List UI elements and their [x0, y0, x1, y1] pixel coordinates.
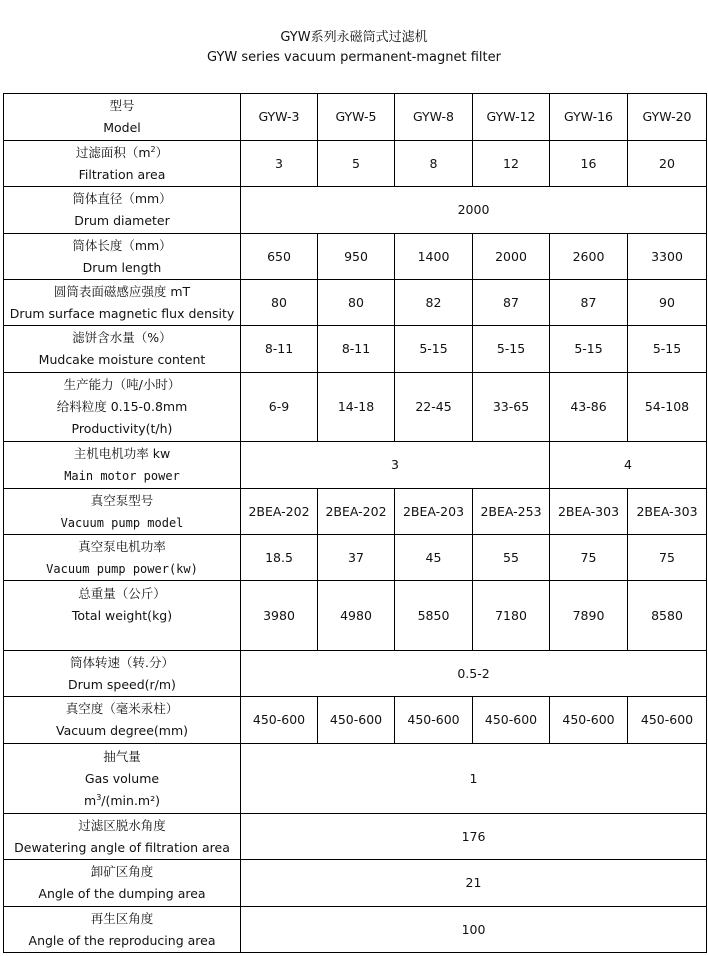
row-label: 圆筒表面磁感应强度 mT Drum surface magnetic flux density: [4, 280, 241, 326]
value-cell: 43-86: [550, 373, 628, 442]
row-label: 型号 Model: [4, 94, 241, 141]
table-row-drum-speed: [4, 651, 707, 697]
value-cell: 5-15: [473, 326, 550, 373]
value-cell: 21: [241, 860, 707, 907]
value-cell: 16: [550, 141, 628, 187]
value-cell: 2600: [550, 234, 628, 280]
value-cell: 82: [395, 280, 473, 326]
value-cell: 20: [628, 141, 707, 187]
value-cell: 2BEA-203: [395, 489, 473, 535]
value-cell: 12: [473, 141, 550, 187]
row-label: 再生区角度 Angle of the reproducing area: [4, 907, 241, 953]
model-header-cell: GYW-12: [473, 94, 550, 141]
title-cn: GYW系列永磁筒式过滤机: [280, 30, 428, 45]
row-label: 真空泵型号 Vacuum pump model: [4, 489, 241, 535]
value-cell: 54-108: [628, 373, 707, 442]
value-cell: 450-600: [395, 697, 473, 744]
value-cell: 7890: [550, 581, 628, 651]
value-cell: 100: [241, 907, 707, 953]
model-header-cell: GYW-16: [550, 94, 628, 141]
table-row-model: [4, 94, 707, 141]
table-row-weight: [4, 581, 707, 651]
value-cell: 450-600: [241, 697, 318, 744]
table-row-vacuum-degree: [4, 697, 707, 744]
row-label: 生产能力（吨/小时） 给料粒度 0.15-0.8mm Productivity(t/h): [4, 373, 241, 442]
value-cell: 2BEA-202: [241, 489, 318, 535]
value-cell: 80: [318, 280, 395, 326]
table-row-moisture: [4, 326, 707, 373]
table-row-pump-model: [4, 489, 707, 535]
table-row-main-motor: [4, 442, 707, 489]
model-header-cell: GYW-5: [318, 94, 395, 141]
value-cell: 75: [550, 535, 628, 581]
value-cell: 950: [318, 234, 395, 280]
value-cell: 4980: [318, 581, 395, 651]
value-cell: 7180: [473, 581, 550, 651]
value-cell: 14-18: [318, 373, 395, 442]
table-row-drum-diameter: [4, 187, 707, 234]
value-cell: 3: [241, 141, 318, 187]
value-cell: 176: [241, 814, 707, 860]
value-cell: 1: [241, 744, 707, 814]
value-cell: 45: [395, 535, 473, 581]
value-cell: 2000: [473, 234, 550, 280]
row-label: 滤饼含水量（%） Mudcake moisture content: [4, 326, 241, 373]
row-label: 主机电机功率 kw Main motor power: [4, 442, 241, 489]
value-cell: 6-9: [241, 373, 318, 442]
value-cell: 2BEA-253: [473, 489, 550, 535]
value-cell: 2BEA-303: [550, 489, 628, 535]
value-cell: 55: [473, 535, 550, 581]
value-cell: 8580: [628, 581, 707, 651]
value-cell: 450-600: [473, 697, 550, 744]
value-cell: 2000: [241, 187, 707, 234]
table-row-productivity: [4, 373, 707, 442]
value-cell: 2BEA-202: [318, 489, 395, 535]
value-cell: 87: [473, 280, 550, 326]
value-cell: 650: [241, 234, 318, 280]
value-cell: 90: [628, 280, 707, 326]
row-label: 筒体直径（mm） Drum diameter: [4, 187, 241, 234]
row-label: 卸矿区角度 Angle of the dumping area: [4, 860, 241, 907]
row-label: 真空度（毫米汞柱） Vacuum degree(mm): [4, 697, 241, 744]
model-header-cell: GYW-3: [241, 94, 318, 141]
row-label: 总重量（公斤） Total weight(kg): [4, 581, 241, 651]
model-header-cell: GYW-20: [628, 94, 707, 141]
value-cell: 8-11: [318, 326, 395, 373]
row-label: 真空泵电机功率 Vacuum pump power(kw): [4, 535, 241, 581]
value-cell: 8: [395, 141, 473, 187]
table-row-pump-power: [4, 535, 707, 581]
value-cell: 8-11: [241, 326, 318, 373]
value-cell: 87: [550, 280, 628, 326]
value-cell: 450-600: [318, 697, 395, 744]
table-row-filtration-area: [4, 141, 707, 187]
value-cell: 1400: [395, 234, 473, 280]
table-row-dumping: [4, 860, 707, 907]
value-cell: 450-600: [550, 697, 628, 744]
value-cell: 5-15: [395, 326, 473, 373]
table-row-flux-density: [4, 280, 707, 326]
table-row-dewatering: [4, 814, 707, 860]
value-cell: 5-15: [628, 326, 707, 373]
value-cell: 75: [628, 535, 707, 581]
row-label: 筒体长度（mm） Drum length: [4, 234, 241, 280]
row-label: 过滤区脱水角度 Dewatering angle of filtration area: [4, 814, 241, 860]
table-row-reproducing: [4, 907, 707, 953]
value-cell: 0.5-2: [241, 651, 707, 697]
value-cell: 3980: [241, 581, 318, 651]
value-cell: 450-600: [628, 697, 707, 744]
row-label: 筒体转速（转.分） Drum speed(r/m): [4, 651, 241, 697]
row-label: 过滤面积$(m^2)$ Filtration area: [4, 141, 241, 187]
value-cell: 5-15: [550, 326, 628, 373]
table-row-gas-volume: [4, 744, 707, 814]
model-header-cell: GYW-8: [395, 94, 473, 141]
title-en: GYW series vacuum permanent-magnet filter: [207, 50, 501, 65]
value-cell: 3: [241, 442, 550, 489]
value-cell: 5850: [395, 581, 473, 651]
spec-table: [3, 93, 707, 953]
value-cell: 18.5: [241, 535, 318, 581]
value-cell: 5: [318, 141, 395, 187]
value-cell: 33-65: [473, 373, 550, 442]
value-cell: 3300: [628, 234, 707, 280]
row-label: 抽气量 Gas volume $m^3/(\min.m^2)$: [4, 744, 241, 814]
value-cell: 22-45: [395, 373, 473, 442]
value-cell: 37: [318, 535, 395, 581]
value-cell: 2BEA-303: [628, 489, 707, 535]
table-row-drum-length: [4, 234, 707, 280]
value-cell: 4: [550, 442, 707, 489]
value-cell: 80: [241, 280, 318, 326]
